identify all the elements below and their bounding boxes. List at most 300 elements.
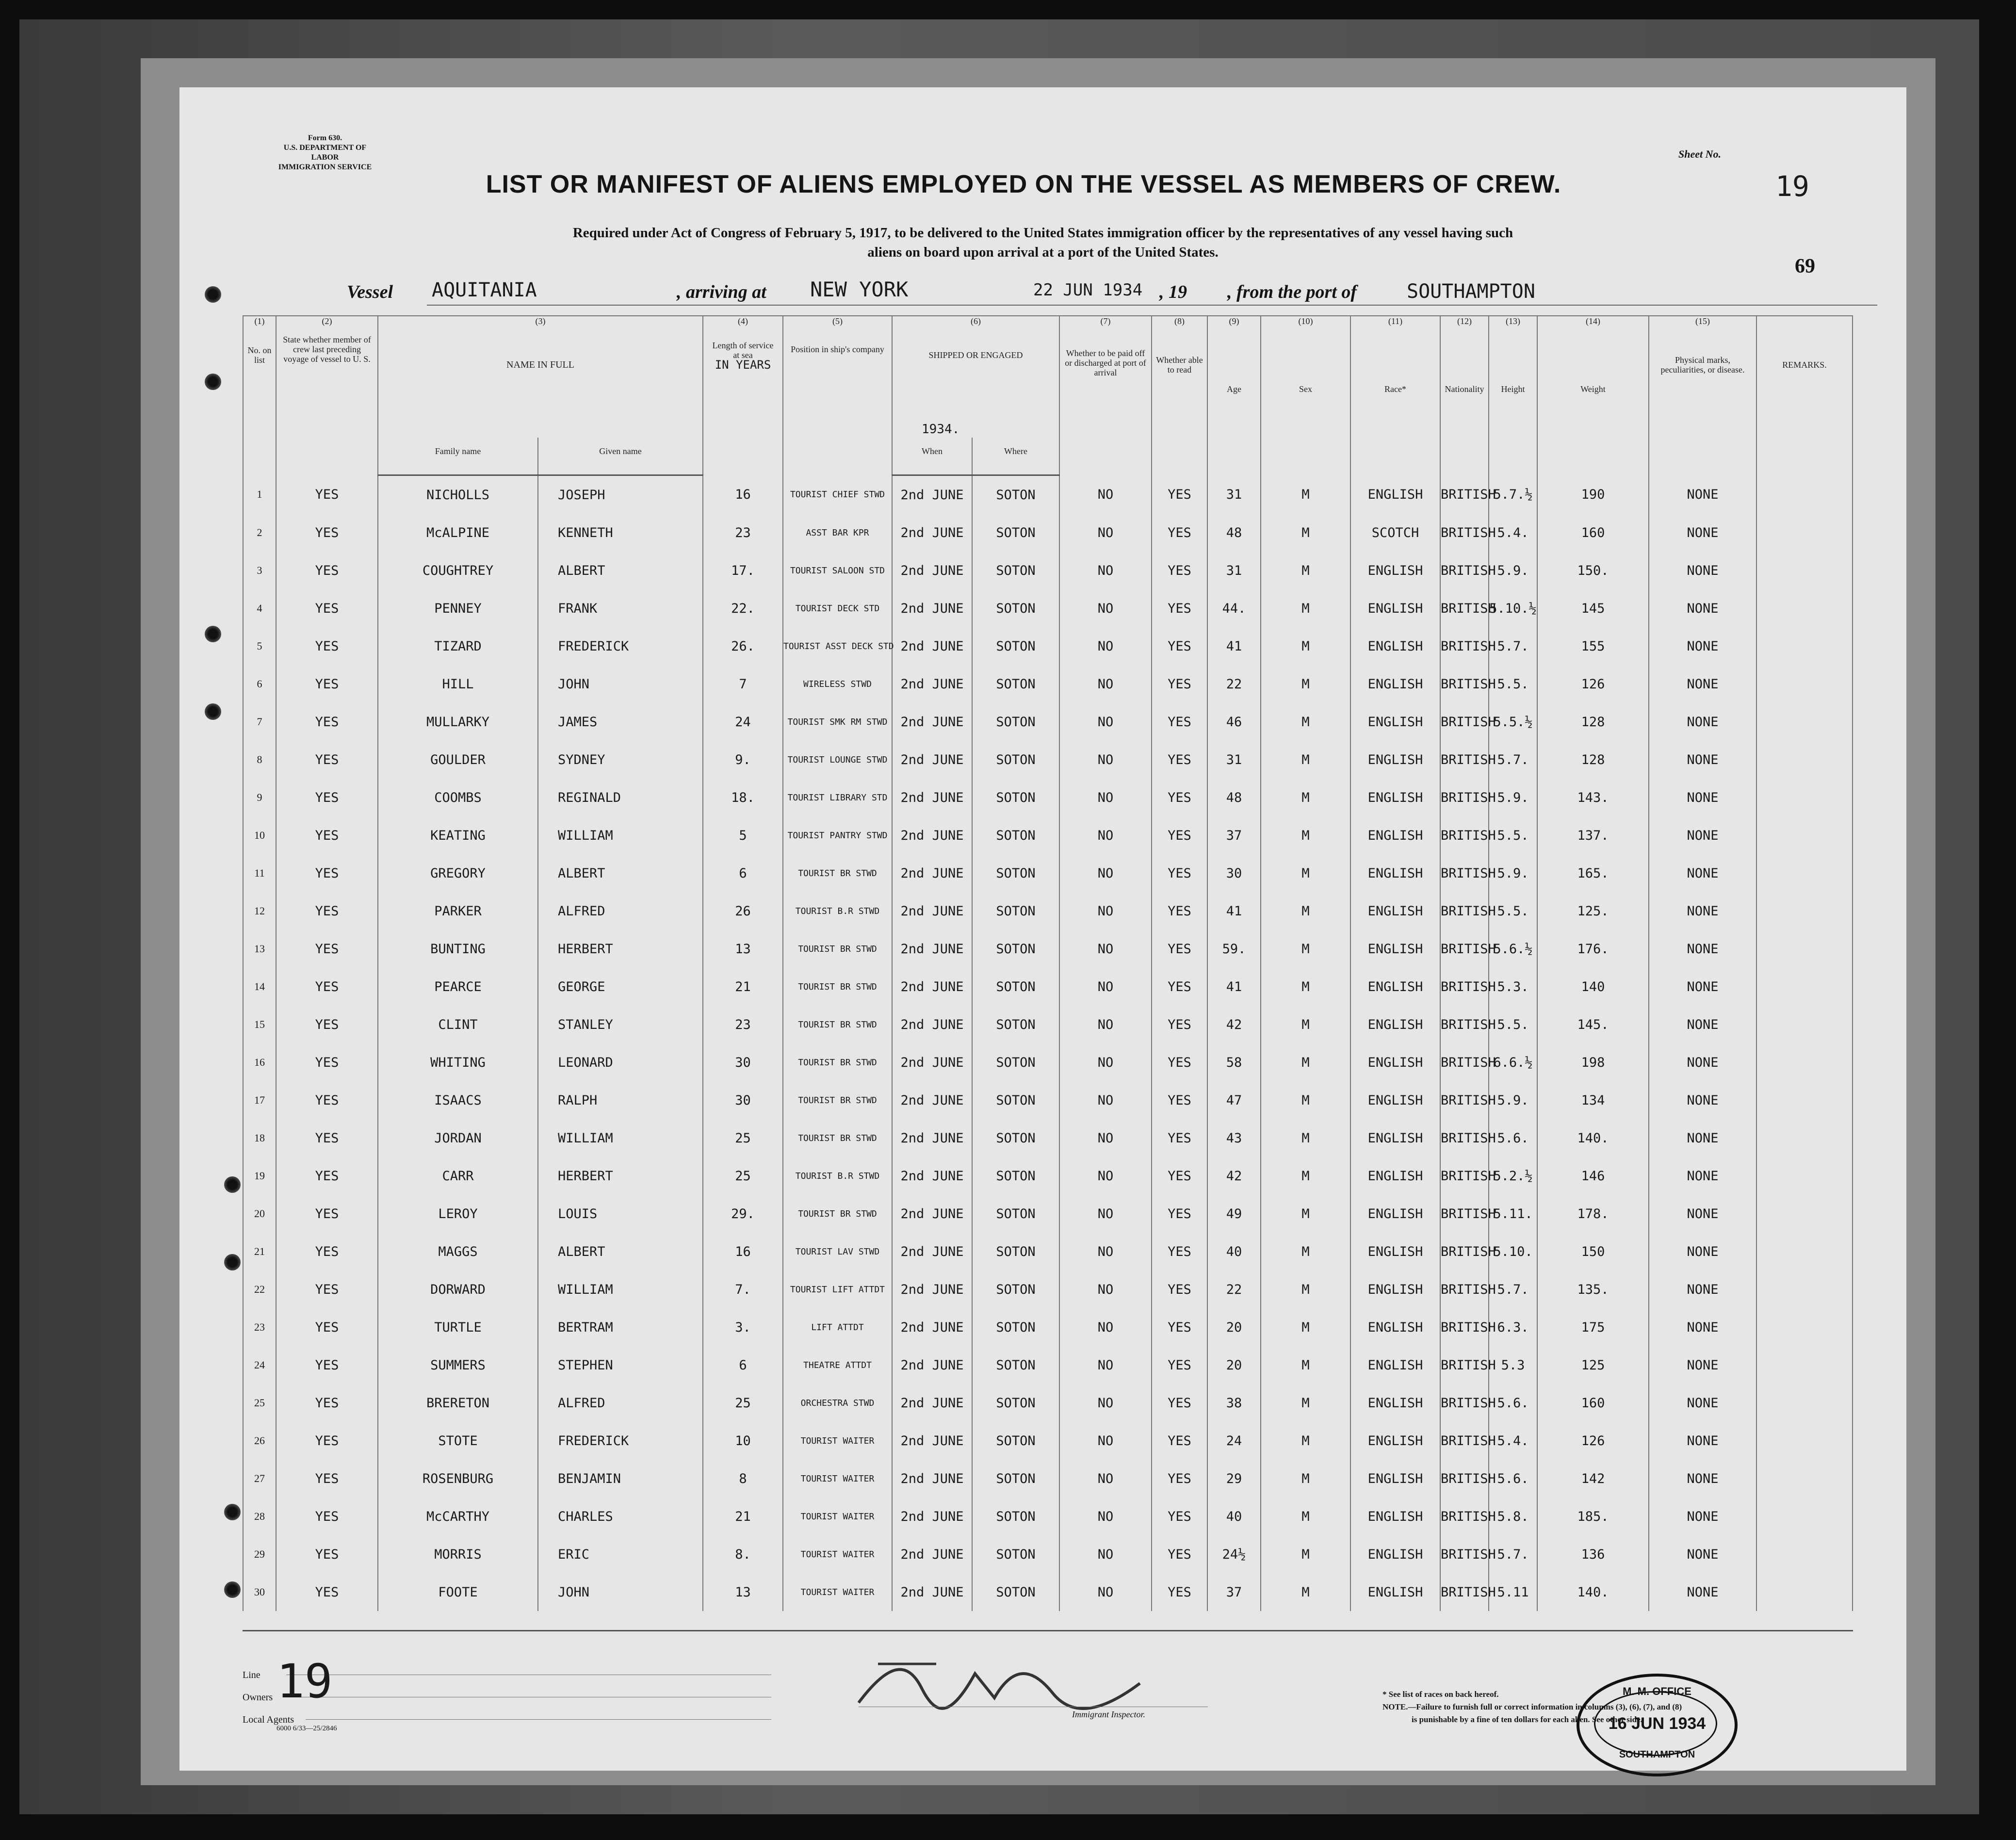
given-name-cell: FREDERICK	[538, 627, 703, 665]
sex-cell: M	[1261, 1043, 1350, 1081]
previous-voyage-cell: YES	[276, 665, 378, 703]
years-of-service-cell: 25	[703, 1157, 783, 1195]
ship-position-cell: TOURIST WAITER	[783, 1498, 892, 1535]
form-title: LIST OR MANIFEST OF ALIENS EMPLOYED ON THE VESSEL AS MEMBERS OF CREW.	[486, 170, 1561, 198]
age-cell: 49	[1207, 1195, 1261, 1233]
shipped-when-cell: 2nd JUNE	[892, 1006, 972, 1043]
remarks-cell	[1756, 816, 1853, 854]
header-age: Age	[1207, 331, 1261, 475]
weight-cell: 128	[1537, 741, 1649, 779]
header-shipped-engaged: SHIPPED OR ENGAGED	[892, 331, 1059, 438]
nationality-cell: BRITISH	[1440, 665, 1489, 703]
family-name-cell: BRERETON	[378, 1384, 538, 1422]
column-number-row	[243, 316, 1853, 331]
paid-off-cell: NO	[1059, 741, 1152, 779]
years-of-service-cell: 26	[703, 892, 783, 930]
table-row	[243, 1006, 1853, 1043]
shipped-when-cell: 2nd JUNE	[892, 703, 972, 741]
family-name-cell: NICHOLLS	[378, 475, 538, 514]
table-row	[243, 1308, 1853, 1346]
paid-off-cell: NO	[1059, 1233, 1152, 1270]
list-number-cell: 26	[243, 1422, 276, 1460]
given-name-cell: JOHN	[538, 665, 703, 703]
age-cell: 42	[1207, 1157, 1261, 1195]
able-to-read-cell: YES	[1152, 892, 1207, 930]
paid-off-cell: NO	[1059, 1195, 1152, 1233]
race-cell: ENGLISH	[1350, 741, 1440, 779]
weight-cell: 143.	[1537, 779, 1649, 816]
years-of-service-cell: 22.	[703, 589, 783, 627]
previous-voyage-cell: YES	[276, 1270, 378, 1308]
remarks-cell	[1756, 1308, 1853, 1346]
weight-cell: 178.	[1537, 1195, 1649, 1233]
paid-off-cell: NO	[1059, 627, 1152, 665]
header-nationality: Nationality	[1440, 331, 1489, 475]
remarks-cell	[1756, 1498, 1853, 1535]
height-cell: 5.9.	[1489, 1081, 1537, 1119]
able-to-read-cell: YES	[1152, 589, 1207, 627]
paid-off-cell: NO	[1059, 1308, 1152, 1346]
ship-position-cell: TOURIST BR STWD	[783, 854, 892, 892]
family-name-cell: KEATING	[378, 816, 538, 854]
given-name-cell: FREDERICK	[538, 1422, 703, 1460]
given-name-cell: RALPH	[538, 1081, 703, 1119]
age-cell: 37	[1207, 1573, 1261, 1611]
column-number: (8)	[1152, 316, 1207, 331]
family-name-cell: STOTE	[378, 1422, 538, 1460]
ship-position-cell: TOURIST LIBRARY STD	[783, 779, 892, 816]
able-to-read-cell: YES	[1152, 552, 1207, 589]
sex-cell: M	[1261, 514, 1350, 552]
ship-position-cell: THEATRE ATTDT	[783, 1346, 892, 1384]
list-number-cell: 15	[243, 1006, 276, 1043]
previous-voyage-cell: YES	[276, 1498, 378, 1535]
table-row	[243, 854, 1853, 892]
crew-rows	[243, 475, 1853, 1612]
race-cell: ENGLISH	[1350, 1081, 1440, 1119]
line-label: Line	[243, 1670, 260, 1680]
physical-marks-cell: NONE	[1649, 854, 1756, 892]
shipped-where-cell: SOTON	[972, 779, 1059, 816]
physical-marks-cell: NONE	[1649, 1043, 1756, 1081]
list-number-cell: 4	[243, 589, 276, 627]
shipped-when-cell: 2nd JUNE	[892, 1573, 972, 1611]
given-name-cell: ALBERT	[538, 854, 703, 892]
nationality-cell: BRITISH	[1440, 1043, 1489, 1081]
family-name-cell: MAGGS	[378, 1233, 538, 1270]
weight-cell: 126	[1537, 665, 1649, 703]
ship-position-cell: TOURIST BR STWD	[783, 1081, 892, 1119]
weight-cell: 150	[1537, 1233, 1649, 1270]
able-to-read-cell: YES	[1152, 854, 1207, 892]
list-number-cell: 6	[243, 665, 276, 703]
table-row	[243, 1573, 1853, 1611]
previous-voyage-cell: YES	[276, 816, 378, 854]
ship-position-cell: TOURIST ASST DECK STD	[783, 627, 892, 665]
age-cell: 20	[1207, 1346, 1261, 1384]
physical-marks-cell: NONE	[1649, 475, 1756, 514]
years-of-service-cell: 23	[703, 1006, 783, 1043]
table-row	[243, 968, 1853, 1006]
sex-cell: M	[1261, 892, 1350, 930]
sex-cell: M	[1261, 1006, 1350, 1043]
physical-marks-cell: NONE	[1649, 1535, 1756, 1573]
department-name: U.S. DEPARTMENT OF LABOR	[283, 144, 367, 162]
sex-cell: M	[1261, 930, 1350, 968]
handwritten-sheet-number: 19	[276, 1654, 333, 1709]
age-cell: 40	[1207, 1233, 1261, 1270]
header-family-name: Family name	[378, 438, 538, 475]
remarks-cell	[1756, 1270, 1853, 1308]
sex-cell: M	[1261, 1384, 1350, 1422]
from-port-label: , from the port of	[1227, 282, 1357, 302]
shipped-where-cell: SOTON	[972, 1308, 1059, 1346]
years-of-service-cell: 29.	[703, 1195, 783, 1233]
shipped-where-cell: SOTON	[972, 1043, 1059, 1081]
weight-cell: 176.	[1537, 930, 1649, 968]
shipped-when-cell: 2nd JUNE	[892, 1384, 972, 1422]
remarks-cell	[1756, 1195, 1853, 1233]
able-to-read-cell: YES	[1152, 1460, 1207, 1498]
family-name-cell: COUGHTREY	[378, 552, 538, 589]
race-cell: ENGLISH	[1350, 930, 1440, 968]
header-list-number: No. on list	[243, 331, 276, 475]
shipped-when-cell: 2nd JUNE	[892, 1157, 972, 1195]
years-of-service-cell: 25	[703, 1119, 783, 1157]
age-cell: 24	[1207, 1422, 1261, 1460]
shipped-where-cell: SOTON	[972, 854, 1059, 892]
shipped-year-note: 1934.	[922, 422, 960, 437]
able-to-read-cell: YES	[1152, 1043, 1207, 1081]
able-to-read-cell: YES	[1152, 1573, 1207, 1611]
vessel-name: AQUITANIA	[432, 279, 537, 301]
form-subtitle	[335, 223, 1751, 262]
remarks-cell	[1756, 1422, 1853, 1460]
table-row	[243, 475, 1853, 514]
given-name-cell: STEPHEN	[538, 1346, 703, 1384]
table-row	[243, 1384, 1853, 1422]
previous-voyage-cell: YES	[276, 1573, 378, 1611]
paid-off-cell: NO	[1059, 703, 1152, 741]
inspector-label: Immigrant Inspector.	[1072, 1710, 1145, 1719]
given-name-cell: JOHN	[538, 1573, 703, 1611]
shipped-where-cell: SOTON	[972, 968, 1059, 1006]
remarks-cell	[1756, 1006, 1853, 1043]
given-name-cell: STANLEY	[538, 1006, 703, 1043]
sex-cell: M	[1261, 1308, 1350, 1346]
table-row	[243, 816, 1853, 854]
shipped-when-cell: 2nd JUNE	[892, 1308, 972, 1346]
sex-cell: M	[1261, 854, 1350, 892]
height-cell: 5.2.½	[1489, 1157, 1537, 1195]
physical-marks-cell: NONE	[1649, 968, 1756, 1006]
nationality-cell: BRITISH	[1440, 703, 1489, 741]
column-number: (5)	[783, 316, 892, 331]
column-number: (12)	[1440, 316, 1489, 331]
sex-cell: M	[1261, 1422, 1350, 1460]
ship-position-cell: LIFT ATTDT	[783, 1308, 892, 1346]
family-name-cell: TURTLE	[378, 1308, 538, 1346]
age-cell: 31	[1207, 741, 1261, 779]
family-name-cell: ROSENBURG	[378, 1460, 538, 1498]
age-cell: 22	[1207, 1270, 1261, 1308]
previous-voyage-cell: YES	[276, 1195, 378, 1233]
weight-cell: 137.	[1537, 816, 1649, 854]
ship-position-cell: TOURIST BR STWD	[783, 1043, 892, 1081]
height-cell: 5.5.	[1489, 1006, 1537, 1043]
family-name-cell: CARR	[378, 1157, 538, 1195]
family-name-cell: PENNEY	[378, 589, 538, 627]
header-able-to-read: Whether able to read	[1152, 331, 1207, 475]
paid-off-cell: NO	[1059, 1384, 1152, 1422]
table-row	[243, 1460, 1853, 1498]
list-number-cell: 18	[243, 1119, 276, 1157]
previous-voyage-cell: YES	[276, 1308, 378, 1346]
previous-voyage-cell: YES	[276, 589, 378, 627]
margin-mark	[1902, 572, 1906, 577]
given-name-cell: HERBERT	[538, 1157, 703, 1195]
shipped-when-cell: 2nd JUNE	[892, 1535, 972, 1573]
race-cell: ENGLISH	[1350, 1498, 1440, 1535]
header-length-of-service	[703, 331, 783, 475]
nationality-cell: BRITISH	[1440, 854, 1489, 892]
remarks-cell	[1756, 741, 1853, 779]
able-to-read-cell: YES	[1152, 1233, 1207, 1270]
ship-position-cell: TOURIST WAITER	[783, 1460, 892, 1498]
ship-position-cell: TOURIST LIFT ATTDT	[783, 1270, 892, 1308]
able-to-read-cell: YES	[1152, 1119, 1207, 1157]
nationality-cell: BRITISH	[1440, 1498, 1489, 1535]
previous-voyage-cell: YES	[276, 1233, 378, 1270]
shipped-where-cell: SOTON	[972, 1081, 1059, 1119]
shipped-when-cell: 2nd JUNE	[892, 1043, 972, 1081]
list-number-cell: 24	[243, 1346, 276, 1384]
nationality-cell: BRITISH	[1440, 741, 1489, 779]
paid-off-cell: NO	[1059, 665, 1152, 703]
punch-hole	[205, 703, 221, 720]
previous-voyage-cell: YES	[276, 930, 378, 968]
owners-label: Owners	[243, 1692, 273, 1703]
ship-position-cell: TOURIST SALOON STD	[783, 552, 892, 589]
table-row	[243, 741, 1853, 779]
form-number: Form 630.	[308, 134, 342, 142]
sex-cell: M	[1261, 627, 1350, 665]
nationality-cell: BRITISH	[1440, 1308, 1489, 1346]
height-cell: 5.5.	[1489, 892, 1537, 930]
remarks-cell	[1756, 589, 1853, 627]
shipped-when-cell: 2nd JUNE	[892, 779, 972, 816]
race-cell: ENGLISH	[1350, 1157, 1440, 1195]
shipped-when-cell: 2nd JUNE	[892, 1270, 972, 1308]
shipped-where-cell: SOTON	[972, 741, 1059, 779]
previous-voyage-cell: YES	[276, 703, 378, 741]
paid-off-cell: NO	[1059, 475, 1152, 514]
able-to-read-cell: YES	[1152, 1498, 1207, 1535]
race-cell: ENGLISH	[1350, 1346, 1440, 1384]
nationality-cell: BRITISH	[1440, 1535, 1489, 1573]
years-of-service-cell: 30	[703, 1081, 783, 1119]
years-of-service-cell: 13	[703, 1573, 783, 1611]
weight-cell: 145.	[1537, 1006, 1649, 1043]
list-number-cell: 20	[243, 1195, 276, 1233]
years-of-service-cell: 7.	[703, 1270, 783, 1308]
sex-cell: M	[1261, 816, 1350, 854]
shipped-where-cell: SOTON	[972, 475, 1059, 514]
sex-cell: M	[1261, 703, 1350, 741]
punch-hole	[224, 1504, 241, 1520]
years-of-service-cell: 23	[703, 514, 783, 552]
table-row	[243, 627, 1853, 665]
table-row	[243, 1081, 1853, 1119]
age-cell: 58	[1207, 1043, 1261, 1081]
race-cell: ENGLISH	[1350, 854, 1440, 892]
physical-marks-cell: NONE	[1649, 1384, 1756, 1422]
physical-marks-cell: NONE	[1649, 514, 1756, 552]
physical-marks-cell: NONE	[1649, 741, 1756, 779]
weight-cell: 126	[1537, 1422, 1649, 1460]
shipped-when-cell: 2nd JUNE	[892, 552, 972, 589]
list-number-cell: 1	[243, 475, 276, 514]
nationality-cell: BRITISH	[1440, 1081, 1489, 1119]
paid-off-cell: NO	[1059, 1081, 1152, 1119]
ship-position-cell: ORCHESTRA STWD	[783, 1384, 892, 1422]
family-name-cell: COOMBS	[378, 779, 538, 816]
previous-voyage-cell: YES	[276, 627, 378, 665]
given-name-cell: ALBERT	[538, 1233, 703, 1270]
height-cell: 5.5.	[1489, 816, 1537, 854]
sex-cell: M	[1261, 1081, 1350, 1119]
remarks-cell	[1756, 779, 1853, 816]
height-cell: 5.5.	[1489, 665, 1537, 703]
list-number-cell: 21	[243, 1233, 276, 1270]
ship-position-cell: TOURIST LAV STWD	[783, 1233, 892, 1270]
race-cell: ENGLISH	[1350, 703, 1440, 741]
family-name-cell: CLINT	[378, 1006, 538, 1043]
remarks-cell	[1756, 854, 1853, 892]
age-cell: 42	[1207, 1006, 1261, 1043]
years-of-service-cell: 26.	[703, 627, 783, 665]
header-name-in-full: NAME IN FULL	[378, 331, 703, 438]
previous-voyage-cell: YES	[276, 1422, 378, 1460]
sex-cell: M	[1261, 968, 1350, 1006]
nationality-cell: BRITISH	[1440, 779, 1489, 816]
nationality-cell: BRITISH	[1440, 514, 1489, 552]
nationality-cell: BRITISH	[1440, 930, 1489, 968]
years-of-service-cell: 13	[703, 930, 783, 968]
shipped-when-cell: 2nd JUNE	[892, 1119, 972, 1157]
height-cell: 5.5.½	[1489, 703, 1537, 741]
given-name-cell: BENJAMIN	[538, 1460, 703, 1498]
remarks-cell	[1756, 1233, 1853, 1270]
sex-cell: M	[1261, 1535, 1350, 1573]
nationality-cell: BRITISH	[1440, 627, 1489, 665]
paid-off-cell: NO	[1059, 552, 1152, 589]
shipped-where-cell: SOTON	[972, 552, 1059, 589]
vessel-line-rule	[427, 305, 1877, 306]
weight-cell: 155	[1537, 627, 1649, 665]
height-cell: 5.11	[1489, 1573, 1537, 1611]
family-name-cell: TIZARD	[378, 627, 538, 665]
crew-manifest-table	[243, 315, 1853, 1611]
height-cell: 5.9.	[1489, 854, 1537, 892]
paid-off-cell: NO	[1059, 1157, 1152, 1195]
age-cell: 41	[1207, 968, 1261, 1006]
physical-marks-cell: NONE	[1649, 1233, 1756, 1270]
paid-off-cell: NO	[1059, 1043, 1152, 1081]
race-cell: ENGLISH	[1350, 1270, 1440, 1308]
shipped-where-cell: SOTON	[972, 1195, 1059, 1233]
shipped-where-cell: SOTON	[972, 1535, 1059, 1573]
family-name-cell: BUNTING	[378, 930, 538, 968]
header-when: When	[892, 438, 972, 475]
shipped-where-cell: SOTON	[972, 514, 1059, 552]
weight-cell: 160	[1537, 1384, 1649, 1422]
years-of-service-cell: 21	[703, 1498, 783, 1535]
ship-position-cell: TOURIST BR STWD	[783, 930, 892, 968]
race-cell: ENGLISH	[1350, 1535, 1440, 1573]
list-number-cell: 8	[243, 741, 276, 779]
given-name-cell: JOSEPH	[538, 475, 703, 514]
nationality-cell: BRITISH	[1440, 1157, 1489, 1195]
years-of-service-cell: 8.	[703, 1535, 783, 1573]
height-cell: 5.8.	[1489, 1498, 1537, 1535]
race-cell: ENGLISH	[1350, 552, 1440, 589]
family-name-cell: GOULDER	[378, 741, 538, 779]
race-cell: ENGLISH	[1350, 1119, 1440, 1157]
list-number-cell: 14	[243, 968, 276, 1006]
office-date-stamp	[1577, 1674, 1738, 1776]
stamp-bottom-text: SOUTHAMPTON	[1619, 1749, 1695, 1760]
shipped-where-cell: SOTON	[972, 1422, 1059, 1460]
weight-cell: 125.	[1537, 892, 1649, 930]
race-cell: ENGLISH	[1350, 1460, 1440, 1498]
family-name-cell: MULLARKY	[378, 703, 538, 741]
able-to-read-cell: YES	[1152, 1006, 1207, 1043]
physical-marks-cell: NONE	[1649, 892, 1756, 930]
paid-off-cell: NO	[1059, 1460, 1152, 1498]
previous-voyage-cell: YES	[276, 1006, 378, 1043]
physical-marks-cell: NONE	[1649, 1006, 1756, 1043]
race-cell: SCOTCH	[1350, 514, 1440, 552]
column-number: (1)	[243, 316, 276, 331]
race-cell: ENGLISH	[1350, 665, 1440, 703]
column-number: (6)	[892, 316, 1059, 331]
age-cell: 22	[1207, 665, 1261, 703]
list-number-cell: 28	[243, 1498, 276, 1535]
height-cell: 5.6.	[1489, 1384, 1537, 1422]
ship-position-cell: TOURIST LOUNGE STWD	[783, 741, 892, 779]
family-name-cell: FOOTE	[378, 1573, 538, 1611]
physical-marks-cell: NONE	[1649, 1422, 1756, 1460]
able-to-read-cell: YES	[1152, 665, 1207, 703]
age-cell: 29	[1207, 1460, 1261, 1498]
previous-voyage-cell: YES	[276, 514, 378, 552]
sex-cell: M	[1261, 1119, 1350, 1157]
age-cell: 47	[1207, 1081, 1261, 1119]
sex-cell: M	[1261, 1195, 1350, 1233]
family-name-cell: LEROY	[378, 1195, 538, 1233]
column-number: (2)	[276, 316, 378, 331]
shipped-where-cell: SOTON	[972, 1157, 1059, 1195]
given-name-cell: WILLIAM	[538, 816, 703, 854]
stamp-top-text: M. M. OFFICE	[1623, 1685, 1691, 1697]
years-of-service-cell: 3.	[703, 1308, 783, 1346]
height-cell: 5.9.	[1489, 779, 1537, 816]
header-remarks: REMARKS.	[1756, 331, 1853, 475]
table-row	[243, 665, 1853, 703]
shipped-when-cell: 2nd JUNE	[892, 1233, 972, 1270]
nationality-cell: BRITISH	[1440, 589, 1489, 627]
